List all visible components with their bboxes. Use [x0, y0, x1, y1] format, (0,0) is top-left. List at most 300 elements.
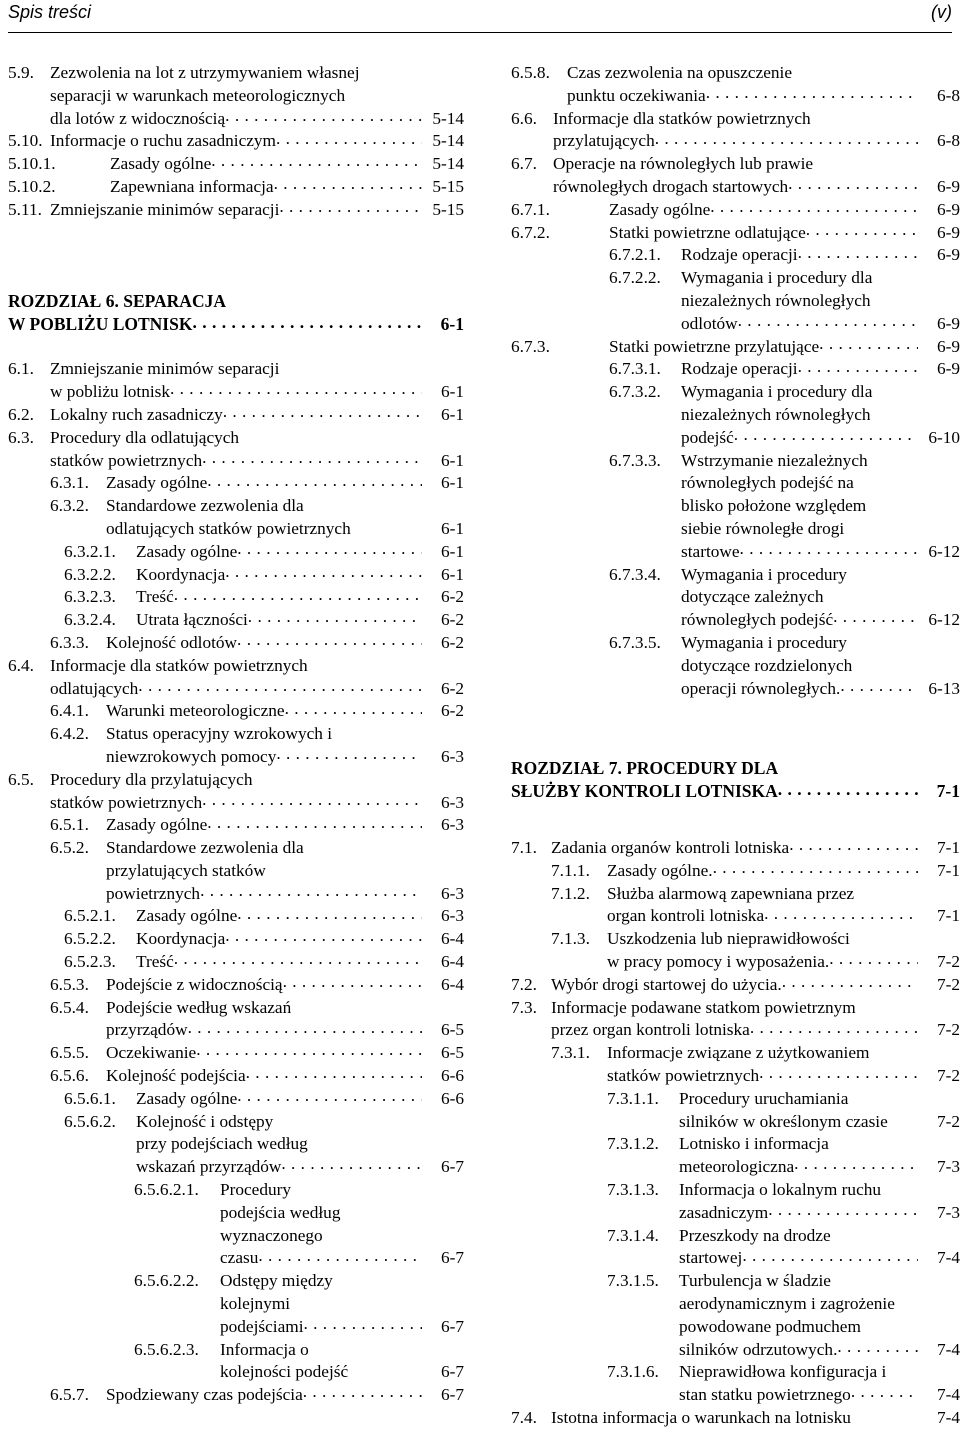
toc-entry-title-line: w pobliżu lotnisk . . .	[50, 382, 170, 401]
toc-entry[interactable]	[609, 267, 960, 335]
header-section-title: Spis treści	[8, 2, 92, 22]
toc-entry-title-line: wskazań przyrządów . . .	[136, 1157, 281, 1176]
toc-entry-number: 6.4.1.	[50, 701, 89, 721]
toc-entry-title-line: Lokalny ruch zasadniczy . . .	[50, 405, 223, 424]
toc-entry-title-line: Zmniejszanie minimów separacji	[50, 359, 280, 379]
toc-entry-page: 6-3	[422, 746, 464, 769]
header-page-number: (v)	[931, 2, 952, 22]
toc-entry-title-line: statków powietrznych . . .	[50, 793, 202, 812]
toc-entry-number: 6.3.2.	[50, 496, 89, 516]
toc-entry-title-line: siebie równoległe drogi	[681, 518, 845, 538]
toc-entry-page: 7-4	[918, 1407, 960, 1430]
toc-entry-title-line: Zasady ogólne . . .	[136, 542, 237, 561]
toc-entry-number: 7.3.1.1.	[607, 1088, 659, 1108]
toc-entry[interactable]	[607, 1133, 960, 1179]
toc-entry-title-line: Wstrzymanie niezależnych	[681, 450, 868, 470]
toc-entry-title-line: Zmniejszanie minimów separacji . . .	[50, 200, 279, 219]
toc-entry-title-line: Koordynacja . . .	[136, 929, 225, 948]
toc-entry-page: 6-2	[422, 678, 464, 701]
toc-entry-page: 6-2	[422, 632, 464, 655]
toc-entry-page: 6-9	[918, 222, 960, 245]
toc-entry[interactable]	[511, 153, 960, 199]
toc-entry-number: 5.10.	[8, 131, 43, 151]
toc-entry[interactable]	[8, 62, 464, 130]
toc-entry-number: 6.2.	[8, 404, 34, 424]
toc-entry-title-line: niewzrokowych pomocy . . .	[106, 747, 276, 766]
toc-entry-title-line: kolejnymi	[220, 1294, 291, 1314]
toc-entry[interactable]	[64, 1088, 464, 1111]
toc-entry[interactable]	[50, 472, 464, 495]
toc-entry-page: 7-2	[918, 1111, 960, 1134]
toc-entry[interactable]	[607, 1225, 960, 1271]
toc-entry[interactable]	[609, 381, 960, 449]
toc-entry-page: 7-2	[918, 974, 960, 997]
toc-entry-title-line: Istotna informacja o warunkach na lotnisku	[551, 1408, 851, 1428]
toc-entry[interactable]	[64, 586, 464, 609]
toc-entry[interactable]	[8, 655, 464, 701]
toc-entry-title-line: podejść . . .	[681, 428, 734, 447]
toc-entry[interactable]	[8, 358, 464, 404]
toc-entry-page: 7-3	[918, 1202, 960, 1225]
toc-entry-page: 6-12	[918, 541, 960, 564]
toc-entry-title-line: Informacja o	[220, 1339, 309, 1359]
toc-chapter-heading[interactable]	[511, 757, 960, 803]
toc-entry-title-line: Nieprawidłowa konfiguracja i	[679, 1362, 887, 1382]
toc-entry-number: 6.3.3.	[50, 632, 89, 652]
toc-entry-page: 7-2	[918, 951, 960, 974]
toc-entry-page: 5-14	[422, 108, 464, 131]
toc-entry[interactable]	[511, 336, 960, 359]
toc-entry-page: 6-4	[422, 928, 464, 951]
toc-entry-number: 6.5.8.	[511, 63, 550, 82]
toc-entry-page: 6-9	[918, 358, 960, 381]
toc-entry[interactable]	[64, 609, 464, 632]
toc-entry-number: 6.5.	[8, 769, 34, 789]
toc-entry-page: 6-5	[422, 1019, 464, 1042]
toc-entry-title-line: przyrządów . . .	[106, 1020, 188, 1039]
toc-entry-title-line: Przeszkody na drodze	[679, 1225, 831, 1245]
toc-entry-page: 6-5	[422, 1042, 464, 1065]
toc-entry[interactable]	[511, 199, 960, 222]
toc-entry[interactable]	[511, 974, 960, 997]
toc-entry-page: 5-14	[422, 153, 464, 176]
toc-entry-title-line: Treść . . .	[136, 952, 174, 971]
toc-entry-number: 6.5.7.	[50, 1385, 89, 1405]
toc-entry[interactable]	[8, 199, 464, 222]
toc-entry-title-line: w pracy pomocy i wyposażenia. . . .	[607, 952, 829, 971]
toc-entry-number: 6.7.1.	[511, 199, 550, 219]
toc-entry-title-line: Procedury uruchamiania	[679, 1088, 849, 1108]
toc-entry-title-line: Oczekiwanie . . .	[106, 1043, 196, 1062]
toc-entry-title-line: W POBLIŻU LOTNISK . . .	[8, 314, 192, 334]
toc-entry-title-line: Wymagania i procedury	[681, 564, 847, 584]
toc-entry-number: 6.7.3.4.	[609, 564, 661, 584]
toc-entry-page: 6-7	[422, 1156, 464, 1179]
toc-entry-page: 6-3	[422, 905, 464, 928]
toc-entry-title-line: Wymagania i procedury	[681, 632, 847, 652]
toc-entry-number: 6.3.2.4.	[64, 610, 116, 630]
toc-entry-page: 6-3	[422, 814, 464, 837]
toc-entry-number: 7.4.	[511, 1408, 537, 1428]
toc-entry-page: 6-4	[422, 951, 464, 974]
toc-entry-title-line: Wymagania i procedury dla	[681, 268, 873, 288]
toc-entry[interactable]	[64, 564, 464, 587]
toc-entry-number: 6.5.6.1.	[64, 1088, 116, 1108]
toc-entry-title-line: Status operacyjny wzrokowych i	[106, 724, 333, 744]
toc-entry-page: 6-9	[918, 336, 960, 359]
toc-entry-title-line: Podejście według wskazań	[106, 997, 292, 1017]
toc-entry-number: 7.3.1.5.	[607, 1271, 659, 1291]
toc-entry-number: 6.5.2.3.	[64, 952, 116, 972]
toc-right-column	[511, 62, 960, 1430]
toc-entry-number: 6.7.3.3.	[609, 450, 661, 470]
toc-entry-page: 5-14	[422, 130, 464, 153]
toc-entry-title-line: Informacje dla statków powietrznych	[50, 655, 308, 675]
toc-entry-title-line: podejścia według	[220, 1202, 341, 1222]
toc-entry[interactable]	[50, 974, 464, 997]
toc-entry-page: 6-9	[918, 313, 960, 336]
toc-left-column	[8, 62, 464, 1407]
toc-entry-title-line: równoległych podejść na	[681, 473, 854, 493]
toc-entry-title-line: dotyczące zależnych	[681, 587, 824, 607]
toc-entry-title-line: Standardowe zezwolenia dla	[106, 838, 304, 858]
toc-entry-number: 7.3.1.3.	[607, 1180, 659, 1200]
toc-entry-title-line: przylatujących statków	[106, 860, 266, 880]
toc-entry[interactable]	[134, 1339, 464, 1385]
toc-entry-title-line: Operacje na równoległych lub prawie	[553, 154, 814, 174]
toc-entry-title-line: Informacje o ruchu zasadniczym . . .	[50, 131, 276, 150]
toc-entry[interactable]	[50, 1384, 464, 1407]
toc-entry-title-line: powietrznych . . .	[106, 884, 200, 903]
toc-entry-number: 6.3.2.2.	[64, 564, 116, 584]
toc-entry-number: 6.5.2.	[50, 838, 89, 858]
toc-entry-page: 6-1	[422, 313, 464, 336]
toc-chapter-heading[interactable]	[8, 290, 464, 336]
toc-entry-title-line: przy podejściach według	[136, 1134, 308, 1154]
spacer	[8, 222, 464, 290]
toc-entry-title-line: czasu . . .	[220, 1248, 258, 1267]
toc-entry[interactable]	[551, 1042, 960, 1088]
toc-entry[interactable]	[64, 951, 464, 974]
toc-entry-number: 7.1.	[511, 838, 537, 858]
toc-entry-number: 6.5.2.1.	[64, 906, 116, 926]
toc-entry-title-line: separacji w warunkach meteorologicznych	[50, 85, 346, 105]
toc-entry-title-line: odlotów . . .	[681, 314, 738, 333]
toc-entry-page: 6-7	[422, 1361, 464, 1384]
toc-entry-title-line: Podejście z widocznością . . .	[106, 975, 283, 994]
toc-entry-number: 7.3.1.6.	[607, 1362, 659, 1382]
toc-entry-title-line: Wymagania i procedury dla	[681, 382, 873, 402]
toc-entry-title-line: ROZDZIAŁ 6. SEPARACJA	[8, 290, 226, 311]
toc-entry-page: 6-7	[422, 1316, 464, 1339]
toc-entry-title-line: podejściami . . .	[220, 1317, 304, 1336]
toc-entry[interactable]	[551, 860, 960, 883]
toc-entry-title-line: Informacje dla statków powietrznych	[553, 108, 811, 128]
toc-entry-title-line: niezależnych równoległych	[681, 290, 871, 310]
toc-entry-page: 6-6	[422, 1065, 464, 1088]
toc-entry[interactable]	[607, 1088, 960, 1134]
toc-entry-title-line: operacji równoległych. . . .	[681, 679, 840, 698]
toc-entry-page: 6-2	[422, 700, 464, 723]
toc-entry-number: 7.3.	[511, 997, 537, 1017]
toc-entry[interactable]	[64, 928, 464, 951]
toc-entry[interactable]	[609, 358, 960, 381]
toc-entry-number: 7.3.1.4.	[607, 1225, 659, 1245]
toc-entry-title-line: aerodynamicznym i zagrożenie	[679, 1294, 895, 1314]
toc-entry-number: 7.1.3.	[551, 929, 590, 949]
toc-entry-title-line: dotyczące rozdzielonych	[681, 655, 853, 675]
toc-entry-number: 6.7.2.2.	[609, 268, 661, 288]
toc-entry-page: 6-7	[422, 1247, 464, 1270]
toc-entry[interactable]	[511, 108, 960, 154]
toc-entry[interactable]	[8, 404, 464, 427]
toc-entry-title-line: statków powietrznych . . .	[607, 1066, 759, 1085]
toc-entry-number: 7.1.1.	[551, 860, 590, 880]
toc-entry[interactable]	[50, 495, 464, 541]
toc-entry-title-line: Odstępy między	[220, 1271, 333, 1291]
toc-entry[interactable]	[50, 700, 464, 723]
toc-entry-number: 6.5.6.2.3.	[134, 1339, 199, 1359]
toc-entry-title-line: Procedury dla przylatujących	[50, 769, 253, 789]
toc-entry[interactable]	[607, 1361, 960, 1407]
toc-entry-page: 7-1	[918, 837, 960, 860]
toc-entry-title-line: Informacje związane z użytkowaniem	[607, 1043, 870, 1063]
toc-entry-page: 6-9	[918, 199, 960, 222]
spacer	[511, 803, 960, 837]
toc-entry-page: 7-3	[918, 1156, 960, 1179]
toc-entry-number: 6.7.3.5.	[609, 632, 661, 652]
toc-entry-page: 7-1	[918, 860, 960, 883]
toc-entry-title-line: Kolejność odlotów . . .	[106, 633, 237, 652]
toc-entry-number: 6.7.3.2.	[609, 382, 661, 402]
toc-entry-title-line: wyznaczonego	[220, 1225, 323, 1245]
toc-entry-title-line: Rodzaje operacji . . .	[681, 245, 798, 264]
toc-entry[interactable]	[511, 1407, 960, 1430]
toc-entry[interactable]	[50, 837, 464, 905]
toc-entry-page: 6-1	[422, 541, 464, 564]
toc-entry-number: 5.10.2.	[8, 176, 56, 196]
toc-entry-title-line: równoległych podejść . . .	[681, 610, 833, 629]
toc-entry[interactable]	[511, 837, 960, 860]
toc-entry-title-line: ROZDZIAŁ 7. PROCEDURY DLA	[511, 758, 779, 779]
toc-entry-page: 6-8	[918, 85, 960, 108]
toc-entry-page: 6-9	[918, 176, 960, 199]
toc-entry-title-line: organ kontroli lotniska . . .	[607, 906, 764, 925]
toc-entry-title-line: odlatujących statków powietrznych	[106, 518, 351, 538]
toc-entry-page: 5-15	[422, 176, 464, 199]
toc-entry-number: 7.2.	[511, 974, 537, 994]
toc-entry-page: 7-1	[918, 905, 960, 928]
toc-entry-title-line: silników odrzutowych. . . .	[679, 1340, 837, 1359]
toc-entry[interactable]	[511, 997, 960, 1043]
toc-entry[interactable]	[8, 153, 464, 176]
toc-entry-title-line: meteorologiczna . . .	[679, 1157, 794, 1176]
toc-entry[interactable]	[551, 928, 960, 974]
toc-entry[interactable]	[50, 1042, 464, 1065]
toc-entry-page: 6-1	[422, 472, 464, 495]
toc-entry-title-line: SŁUŻBY KONTROLI LOTNISKA . . .	[511, 781, 778, 801]
toc-entry[interactable]	[8, 769, 464, 815]
toc-entry-number: 6.7.2.	[511, 222, 550, 242]
toc-entry-title-line: Czas zezwolenia na opuszczenie	[567, 63, 793, 82]
toc-entry-number: 6.5.5.	[50, 1043, 89, 1063]
toc-entry-title-line: Służba alarmową zapewniana przez	[607, 883, 855, 903]
toc-entry-page: 6-3	[422, 883, 464, 906]
toc-entry-number: 7.3.1.	[551, 1043, 590, 1063]
toc-entry-title-line: przylatujących . . .	[553, 131, 655, 150]
toc-entry[interactable]	[607, 1179, 960, 1225]
toc-entry-page: 6-10	[918, 427, 960, 450]
toc-entry-number: 5.9.	[8, 63, 34, 82]
toc-entry-title-line: Zasady ogólne . . .	[106, 815, 207, 834]
toc-entry-number: 7.3.1.2.	[607, 1134, 659, 1154]
toc-entry-page: 6-1	[422, 381, 464, 404]
spacer	[8, 336, 464, 359]
toc-entry-title-line: startowe . . .	[681, 542, 740, 561]
toc-entry-title-line: Kolejność i odstępy	[136, 1111, 274, 1131]
toc-entry-title-line: Zasady ogólne . . .	[609, 200, 710, 219]
toc-entry-number: 6.5.6.2.	[64, 1111, 116, 1131]
toc-entry-title-line: Spodziewany czas podejścia . . .	[106, 1385, 303, 1404]
toc-entry-title-line: stan statku powietrznego . . .	[679, 1385, 851, 1404]
toc-entry-number: 6.5.6.2.1.	[134, 1180, 199, 1200]
toc-entry[interactable]	[609, 564, 960, 632]
toc-entry-title-line: Treść . . .	[136, 587, 174, 606]
toc-entry-page: 6-12	[918, 609, 960, 632]
toc-entry[interactable]	[64, 1111, 464, 1179]
toc-entry-number: 6.4.2.	[50, 724, 89, 744]
toc-entry-title-line: Zasady ogólne . . .	[136, 1089, 237, 1108]
toc-entry-number: 6.5.4.	[50, 997, 89, 1017]
toc-entry-title-line: Wybór drogi startowej do użycia. . . .	[551, 975, 782, 994]
toc-entry[interactable]	[50, 1065, 464, 1088]
toc-entry[interactable]	[607, 1270, 960, 1361]
toc-entry-number: 5.11.	[8, 199, 42, 219]
toc-entry[interactable]	[50, 997, 464, 1043]
toc-entry-number: 6.7.	[511, 154, 537, 174]
toc-entry[interactable]	[609, 632, 960, 700]
toc-entry[interactable]	[511, 62, 960, 108]
toc-entry-page: 6-1	[422, 450, 464, 473]
toc-entry[interactable]	[64, 905, 464, 928]
toc-entry-number: 6.7.3.1.	[609, 359, 661, 379]
toc-entry-title-line: blisko położone względem	[681, 496, 867, 516]
toc-entry-title-line: równoległych drogach startowych . . .	[553, 177, 788, 196]
toc-entry[interactable]	[50, 814, 464, 837]
toc-entry[interactable]	[134, 1270, 464, 1338]
toc-entry[interactable]	[8, 176, 464, 199]
toc-entry[interactable]	[134, 1179, 464, 1270]
toc-entry-title-line: Zasady ogólne . . .	[106, 473, 207, 492]
toc-entry-page: 6-13	[918, 678, 960, 701]
toc-entry-title-line: kolejności podejść	[220, 1362, 349, 1382]
toc-entry-number: 6.7.2.1.	[609, 245, 661, 265]
toc-entry-title-line: Uszkodzenia lub nieprawidłowości	[607, 929, 850, 949]
toc-entry-number: 6.7.3.	[511, 336, 550, 356]
toc-entry-title-line: powodowane podmuchem	[679, 1316, 861, 1336]
toc-entry-title-line: Zasady ogólne . . .	[136, 906, 237, 925]
toc-entry-page: 6-1	[422, 404, 464, 427]
toc-entry-number: 6.3.2.3.	[64, 587, 116, 607]
toc-entry-title-line: dla lotów z widocznością . . .	[50, 109, 225, 128]
toc-entry-number: 6.5.1.	[50, 815, 89, 835]
toc-entry-title-line: Informacje podawane statkom powietrznym	[551, 997, 856, 1017]
toc-entry-page: 5-15	[422, 199, 464, 222]
toc-entry[interactable]	[50, 723, 464, 769]
toc-entry-page: 6-9	[918, 244, 960, 267]
toc-entry-title-line: Rodzaje operacji . . .	[681, 359, 798, 378]
toc-entry-title-line: Procedury dla odlatujących	[50, 427, 240, 447]
toc-entry-page: 6-2	[422, 586, 464, 609]
toc-entry-title-line: Statki powietrzne przylatujące . . .	[609, 337, 819, 356]
toc-entry-page: 6-3	[422, 792, 464, 815]
toc-entry-page: 7-4	[918, 1339, 960, 1362]
toc-entry-title-line: Zasady ogólne. . . .	[607, 861, 713, 880]
toc-entry[interactable]	[511, 222, 960, 245]
toc-entry-title-line: Turbulencja w śladzie	[679, 1271, 831, 1291]
toc-entry[interactable]	[609, 450, 960, 564]
toc-entry-number: 6.5.2.2.	[64, 929, 116, 949]
toc-entry-number: 6.3.	[8, 427, 34, 447]
toc-entry[interactable]	[8, 427, 464, 473]
toc-entry-title-line: Lotnisko i informacja	[679, 1134, 829, 1154]
toc-entry-title-line: startowej . . .	[679, 1248, 742, 1267]
toc-entry-title-line: Zasady ogólne . . .	[110, 154, 211, 173]
toc-entry-number: 6.4.	[8, 655, 34, 675]
toc-entry-title-line: Standardowe zezwolenia dla	[106, 496, 304, 516]
toc-entry-title-line: Kolejność podejścia . . .	[106, 1066, 246, 1085]
toc-entry[interactable]	[8, 130, 464, 153]
toc-entry-title-line: Informacja o lokalnym ruchu	[679, 1180, 882, 1200]
toc-entry-title-line: Zadania organów kontroli lotniska . . .	[551, 838, 789, 857]
toc-entry-title-line: Warunki meteorologiczne . . .	[106, 701, 285, 720]
toc-entry-number: 5.10.1.	[8, 154, 56, 174]
toc-entry-number: 6.5.6.	[50, 1066, 89, 1086]
toc-entry-page: 6-6	[422, 1088, 464, 1111]
toc-entry-number: 6.1.	[8, 359, 34, 379]
toc-entry-number: 6.6.	[511, 108, 537, 128]
toc-entry-page: 7-2	[918, 1019, 960, 1042]
toc-entry[interactable]	[609, 244, 960, 267]
toc-entry-title-line: Koordynacja . . .	[136, 565, 225, 584]
toc-entry-number: 6.3.1.	[50, 473, 89, 493]
toc-entry-title-line: niezależnych równoległych	[681, 404, 871, 424]
toc-entry-title-line: Procedury	[220, 1180, 292, 1200]
toc-entry-page: 6-2	[422, 609, 464, 632]
toc-entry-page: 6-7	[422, 1384, 464, 1407]
toc-entry-number: 6.3.2.1.	[64, 541, 116, 561]
toc-entry-page: 6-4	[422, 974, 464, 997]
toc-entry-title-line: punktu oczekiwania . . .	[567, 86, 706, 105]
toc-entry-number: 6.5.6.2.2.	[134, 1271, 199, 1291]
toc-entry-title-line: Zezwolenia na lot z utrzymywaniem własnej	[50, 63, 360, 82]
toc-entry-title-line: statków powietrznych . . .	[50, 451, 202, 470]
toc-entry[interactable]	[50, 632, 464, 655]
page-header	[8, 2, 952, 28]
toc-entry-number: 7.1.2.	[551, 883, 590, 903]
toc-entry-title-line: Zapewniana informacja . . .	[110, 177, 274, 196]
toc-entry-page: 6-1	[422, 564, 464, 587]
spacer	[511, 700, 960, 757]
toc-entry-number: 6.5.3.	[50, 974, 89, 994]
toc-entry-page: 7-1	[918, 780, 960, 803]
toc-entry[interactable]	[64, 541, 464, 564]
toc-entry-page: 6-1	[422, 518, 464, 541]
toc-entry-title-line: Utrata łączności . . .	[136, 610, 248, 629]
toc-entry-page: 6-8	[918, 130, 960, 153]
toc-entry[interactable]	[551, 883, 960, 929]
toc-entry-title-line: silników w określonym czasie	[679, 1111, 888, 1131]
